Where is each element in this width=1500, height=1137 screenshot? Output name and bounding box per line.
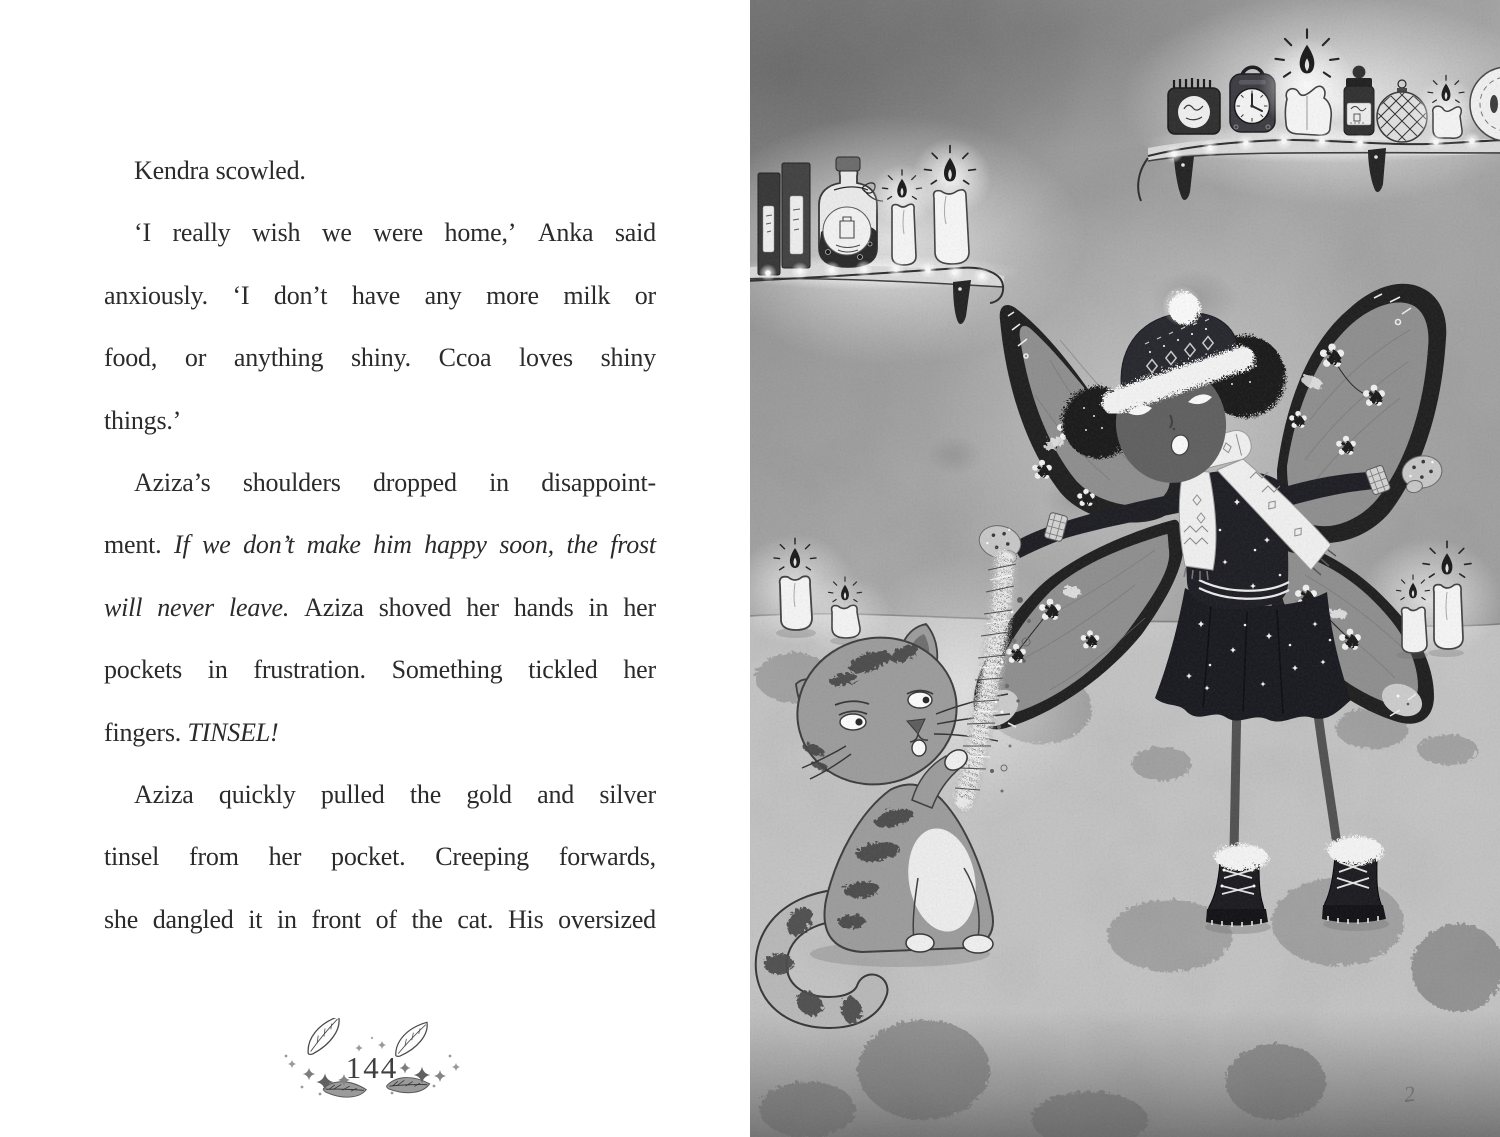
leaf-outline-left-icon: [300, 1018, 348, 1055]
story-word: in: [588, 592, 609, 622]
story-word: her: [623, 655, 656, 685]
story-word-italic: him: [373, 530, 412, 560]
story-word: have: [351, 280, 401, 310]
story-word: don’t: [273, 280, 328, 310]
story-word: shiny.: [350, 343, 411, 373]
leaf-star-ornament: [262, 1018, 482, 1130]
story-word: gold: [466, 779, 512, 809]
story-word: silver: [599, 779, 656, 809]
story-text-line: [104, 826, 656, 888]
story-text-line: [104, 577, 656, 639]
story-word: and: [537, 779, 575, 809]
story-word: the: [411, 904, 443, 934]
story-word: Anka: [537, 218, 594, 248]
story-word: shiny: [600, 343, 656, 373]
story-word: Ccoa: [438, 343, 492, 373]
story-word: Aziza: [304, 592, 364, 622]
story-word-italic: don’t: [243, 530, 295, 560]
story-word: ‘I: [134, 218, 151, 248]
story-text: [104, 140, 656, 951]
story-segment: fingers.: [104, 717, 188, 747]
story-word: Something: [391, 655, 503, 685]
story-word-italic: soon,: [499, 530, 554, 560]
story-word: hands: [513, 592, 574, 622]
story-word: it: [248, 904, 263, 934]
story-word-italic: never: [157, 592, 214, 622]
story-segment: Kendra scowled.: [134, 156, 306, 185]
story-word: she: [104, 904, 139, 934]
story-word: really: [172, 218, 231, 248]
story-word: or: [634, 280, 656, 310]
story-word: His: [507, 904, 544, 934]
story-word: were: [373, 218, 424, 248]
story-word: in: [489, 467, 509, 497]
story-word-italic: make: [306, 530, 361, 560]
story-word: Aziza’s: [134, 467, 211, 497]
story-word: wish: [251, 218, 301, 248]
story-text-line: [104, 327, 656, 389]
story-word: the: [409, 779, 442, 809]
story-word: shoulders: [242, 467, 341, 497]
story-word-italic: will: [104, 592, 143, 622]
story-word: Aziza: [134, 779, 194, 809]
story-word: forwards,: [558, 842, 656, 872]
story-word: dangled: [152, 904, 234, 934]
story-word: Creeping: [435, 842, 529, 872]
story-word: we: [321, 218, 352, 248]
story-text-line: [104, 202, 656, 264]
story-word: her: [466, 592, 499, 622]
page-number-ornament: [262, 1018, 482, 1130]
story-text-line: [104, 265, 656, 327]
story-text-line: [104, 702, 656, 764]
story-word: cat.: [457, 904, 494, 934]
story-word: dropped: [372, 467, 457, 497]
story-word: anything: [233, 343, 324, 373]
artist-mark: 2: [1402, 1080, 1417, 1107]
story-word: tinsel: [104, 842, 160, 872]
story-word: in: [276, 904, 297, 934]
story-text-line: [104, 390, 656, 452]
story-text-line: [104, 514, 656, 576]
right-page-illustration: [750, 0, 1500, 1137]
story-word: front: [311, 904, 361, 934]
story-word-italic: frost: [610, 530, 656, 560]
illustration-canvas: [750, 0, 1500, 1137]
story-segment: things.’: [104, 405, 182, 435]
story-word: ‘I: [232, 280, 250, 310]
story-text-line: [104, 452, 656, 514]
story-word: milk: [563, 280, 611, 310]
story-word: pockets: [104, 655, 183, 685]
story-word: food,: [104, 343, 158, 373]
story-word: in: [207, 655, 228, 685]
story-word: loves: [519, 343, 573, 373]
story-word: disappoint-: [541, 467, 656, 497]
story-word: pulled: [320, 779, 385, 809]
story-word: tickled: [528, 655, 598, 685]
story-word: pocket.: [331, 842, 406, 872]
story-text-line: [104, 889, 656, 951]
story-word: her: [268, 842, 302, 872]
story-word: frustration.: [253, 655, 366, 685]
story-word: more: [486, 280, 539, 310]
story-word: of: [375, 904, 397, 934]
story-word: shoved: [378, 592, 452, 622]
story-word-italic: happy: [424, 530, 487, 560]
story-word: ment.: [104, 530, 162, 560]
story-word: anxiously.: [104, 280, 208, 310]
story-text-line: [104, 140, 656, 202]
story-word: her: [623, 592, 656, 622]
story-word: or: [184, 343, 207, 373]
story-word: said: [614, 218, 656, 248]
story-text-line: [104, 639, 656, 701]
story-word-italic: the: [566, 530, 598, 560]
story-word-italic: If: [174, 530, 190, 560]
story-segment-italic: TINSEL!: [187, 717, 279, 747]
story-word: any: [424, 280, 462, 310]
story-word: from: [188, 842, 239, 872]
story-text-line: [104, 764, 656, 826]
page-number: 144: [345, 1050, 399, 1085]
story-word: home,’: [444, 218, 517, 248]
story-word-italic: we: [202, 530, 231, 560]
story-word: quickly: [218, 779, 296, 809]
story-word-italic: leave.: [228, 592, 290, 622]
story-word: oversized: [558, 904, 656, 934]
